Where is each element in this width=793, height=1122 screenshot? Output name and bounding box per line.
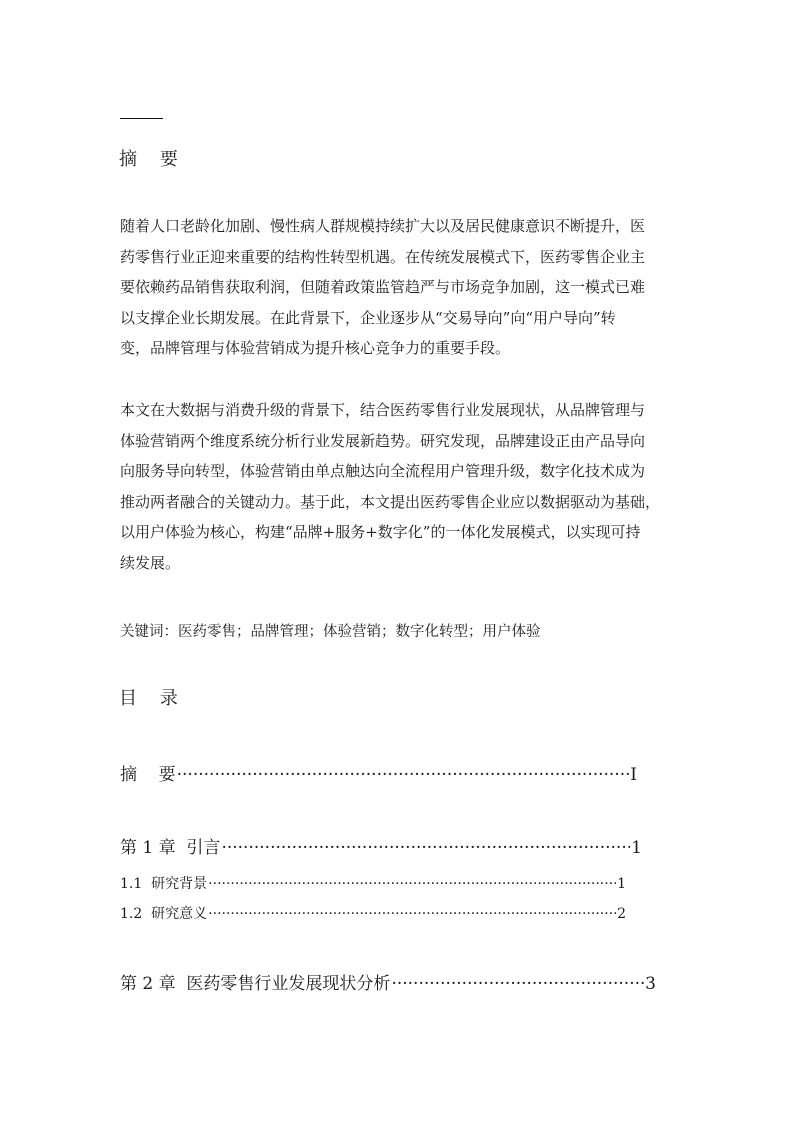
abstract-title: 摘 要 bbox=[119, 149, 178, 170]
text-line: 向服务导向转型，体验营销由单点触达向全流程用户管理升级，数字化技术成为 bbox=[120, 462, 646, 480]
toc-title: 目 录 bbox=[119, 688, 178, 709]
toc-entry-page: 1 bbox=[631, 838, 642, 858]
abstract-paragraph-2 bbox=[120, 395, 680, 578]
toc-leader-dots bbox=[208, 906, 616, 922]
toc-leader-dots bbox=[177, 765, 630, 785]
text-line: 随着人口老龄化加剧、慢性病人群规模持续扩大以及居民健康意识不断提升，医 bbox=[120, 217, 646, 235]
toc-leader-dots bbox=[208, 876, 616, 892]
abstract-paragraph-1 bbox=[120, 211, 680, 364]
toc-leader-dots bbox=[221, 838, 630, 858]
toc-entry-label: 第 2 章 医药零售行业发展现状分析 bbox=[120, 974, 391, 994]
text-line: 变，品牌管理与体验营销成为提升核心竞争力的重要手段。 bbox=[120, 339, 511, 357]
toc-entry-section-1-2[interactable] bbox=[120, 903, 626, 923]
text-line: 续发展。 bbox=[120, 553, 181, 572]
text-line: 体验营销两个维度系统分析行业发展新趋势。研究发现，品牌建设正由产品导向 bbox=[120, 431, 646, 450]
toc-entry-label: 摘 要 bbox=[120, 765, 176, 785]
text-line: 药零售行业正迎来重要的结构性转型机遇。在传统发展模式下，医药零售企业主 bbox=[120, 247, 646, 266]
toc-entry-label: 1.2 研究意义 bbox=[120, 906, 208, 922]
toc-entry-chapter-1[interactable] bbox=[120, 833, 642, 858]
toc-leader-dots bbox=[391, 974, 644, 994]
toc-entry-page: 1 bbox=[617, 876, 626, 892]
toc-entry-page: I bbox=[630, 765, 637, 785]
text-line: 要依赖药品销售获取利润，但随着政策监管趋严与市场竞争加剧，这一模式已难 bbox=[120, 278, 646, 296]
header-rule bbox=[120, 118, 163, 119]
toc-entry-label: 1.1 研究背景 bbox=[120, 876, 208, 892]
toc-entry-page: 2 bbox=[617, 906, 626, 922]
text-line: 推动两者融合的关键动力。基于此，本文提出医药零售企业应以数据驱动为基础， bbox=[120, 492, 661, 511]
toc-entry-section-1-1[interactable] bbox=[120, 873, 626, 893]
toc-entry-abstract[interactable] bbox=[120, 760, 637, 785]
text-line: 本文在大数据与消费升级的背景下，结合医药零售行业发展现状，从品牌管理与 bbox=[120, 401, 646, 419]
toc-entry-page: 3 bbox=[645, 974, 656, 994]
toc-entry-label: 第 1 章 引言 bbox=[120, 838, 221, 858]
text-line: 以支撑企业长期发展。在此背景下，企业逐步从“交易导向”向“用户导向”转 bbox=[120, 308, 616, 327]
keywords: 关键词：医药零售；品牌管理；体验营销；数字化转型；用户体验 bbox=[120, 624, 541, 640]
toc-entry-chapter-2[interactable] bbox=[120, 969, 656, 994]
text-line: 以用户体验为核心，构建“品牌+服务+数字化”的一体化发展模式，以实现可持 bbox=[120, 523, 641, 541]
